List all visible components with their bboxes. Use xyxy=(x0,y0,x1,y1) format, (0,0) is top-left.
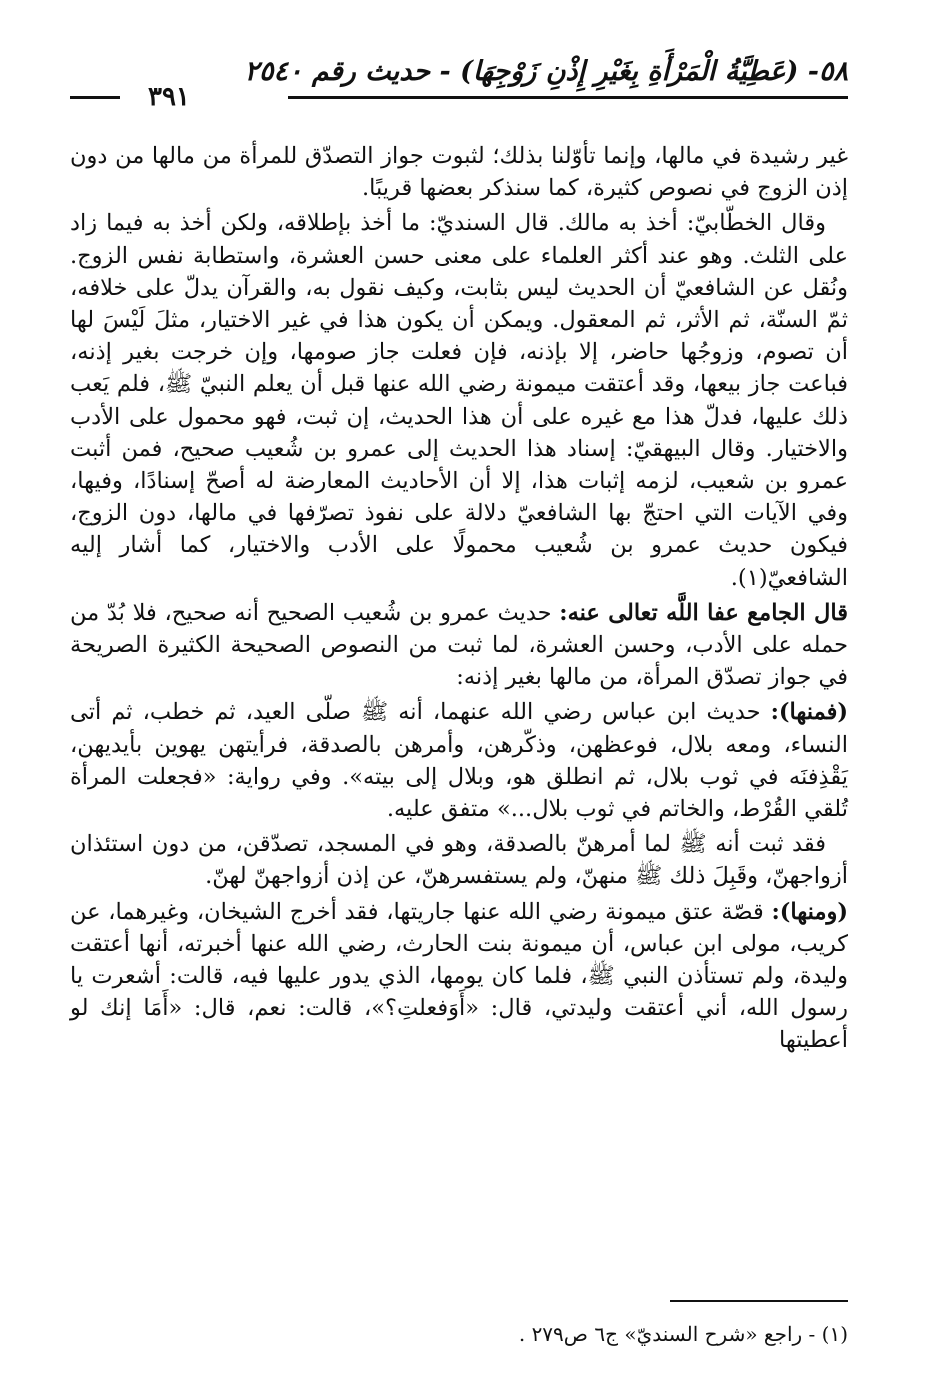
evidence-lead-2: (ومنها): xyxy=(771,898,849,925)
paragraph-6 xyxy=(70,896,848,1057)
body-text xyxy=(70,140,848,1057)
paragraph-3-text: حديث عمرو بن شُعيب الصحيح أنه صحيح، فلا بُدّ من حمله على الأدب، وحسن العشرة، لما ثبت من النصوص الصحيحة الكثيرة الصريحة في جواز تصدّق المرأة، من مالها بغير إذنه: xyxy=(70,599,848,691)
paragraph-4-text: حديث ابن عباس رضي الله عنهما، أنه ﷺ صلّى العيد، ثم خطب، ثم أتى النساء، ومعه بلال، فوعظهن، وذكّرهن، وأمرهن بالصدقة، فرأيتهن يهوين بأيديهن، يَقْذِفنَه في ثوب بلال، ثم انطلق هو، وبلال إلى بيته». وفي رواية: «فجعلت المرأة تُلقي القُرْط، والخاتم في ثوب بلال...» متفق عليه. xyxy=(70,699,848,823)
header-rule-right xyxy=(288,96,848,99)
author-note-lead: قال الجامع عفا اللَّه تعالى عنه: xyxy=(559,599,848,626)
paragraph-3 xyxy=(70,597,848,694)
header-rule-left xyxy=(70,96,120,99)
paragraph-1: غير رشيدة في مالها، وإنما تأوّلنا بذلك؛ لثبوت جواز التصدّق للمرأة من مالها من دون إذن الزوج في نصوص كثيرة، كما سنذكر بعضها قريبًا. xyxy=(70,143,848,202)
evidence-lead-1: (فمنها): xyxy=(770,699,848,726)
paragraph-4 xyxy=(70,696,848,825)
paragraph-6-text: قصّة عتق ميمونة رضي الله عنها جاريتها، فقد أخرج الشيخان، وغيرهما، عن كريب، مولى ابن عباس، أن ميمونة بنت الحارث، رضي الله عنها أخبرته، أنها أعتقت وليدة، ولم تستأذن النبي ﷺ، فلما كان يومها، الذي يدور عليها فيه، قالت: أشعرت يا رسول الله، أني أعتقت وليدتي، قال: «أَوَفعلتِ؟»، قالت: نعم، قال: «أَمَا إنك لو أعطيتها xyxy=(70,898,848,1054)
footnote: (١) - راجع «شرح السنديّ» ج٦ ص٢٧٩ . xyxy=(518,1322,848,1346)
footnote-rule xyxy=(670,1300,848,1302)
paragraph-5: فقد ثبت أنه ﷺ لما أمرهنّ بالصدقة، وهو في المسجد، تصدّقن، من دون استئذان أزواجهنّ، وقَبِلَ ذلك ﷺ منهنّ، ولم يستفسرهنّ، عن إذن أزواجهنّ لهنّ. xyxy=(70,831,848,890)
book-page xyxy=(70,52,848,1352)
running-header-title: ٥٨- (عَطِيَّةُ الْمَرْأَةِ بِغَيْرِ إِذْنِ زَوْجِهَا) - حديث رقم ٢٥٤٠ xyxy=(244,56,848,87)
paragraph-2: وقال الخطّابيّ: أخذ به مالك. قال السنديّ: ما أخذ بإطلاقه، ولكن أخذ به فيما زاد على الثلث. وهو عند أكثر العلماء على معنى حسن العشرة، واستطابة نفس الزوج. ونُقل عن الشافعيّ أن الحديث ليس بثابت، وكيف نقول به، والقرآن يدلّ على خلافه، ثمّ السنّة، ثم الأثر، ثم المعقول. ويمكن أن يكون هذا في غير الاختيار، مثلَ لَيْسَ لها أن تصوم، وزوجُها حاضر، إلا بإذنه، فإن فعلت جاز صومها، وإن خرجت بغير إذنه، فباعت جاز بيعها، وقد أعتقت ميمونة رضي الله عنها قبل أن يعلم النبيّ ﷺ، فلم يَعب ذلك عليها، فدلّ هذا مع غيره على أن هذا الحديث، إن ثبت، فهو محمول على الأدب والاختيار. وقال البيهقيّ: إسناد هذا الحديث إلى عمرو بن شُعيب صحيح، فمن أثبت عمرو بن شعيب، لزمه إثبات هذا، إلا أن الأحاديث المعارضة له أصحّ إسنادًا، وفيها، وفي الآيات التي احتجّ بها الشافعيّ دلالة على نفوذ تصرّفها في مالها، دون الزوج، فيكون حديث عمرو بن شُعيب محمولًا على الأدب والاختيار، كما أشار إليه الشافعيّ(١). xyxy=(70,210,848,591)
page-number: ٣٩١ xyxy=(140,82,198,112)
